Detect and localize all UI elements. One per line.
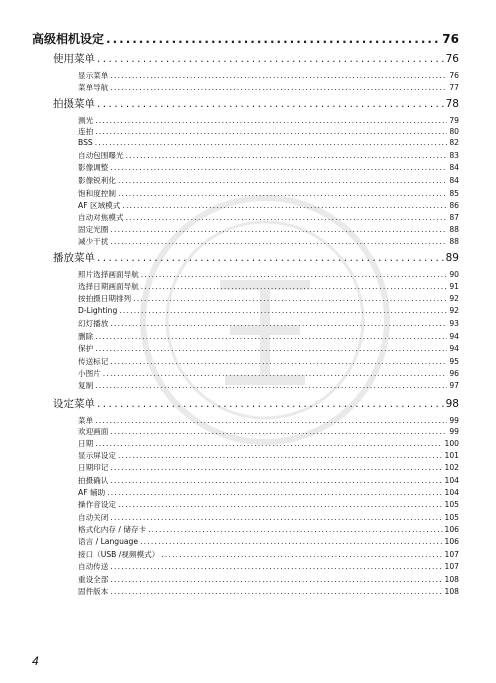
dot-leader bbox=[95, 138, 448, 147]
toc-page-number: 92 bbox=[449, 294, 459, 303]
page-number: 4 bbox=[32, 654, 39, 668]
toc-entry[interactable] bbox=[78, 126, 459, 137]
toc-entry[interactable] bbox=[78, 70, 459, 81]
toc-entry[interactable] bbox=[78, 462, 459, 473]
toc-label: 日期 bbox=[78, 439, 94, 448]
toc-entry[interactable] bbox=[78, 574, 459, 585]
toc-label: 重设全部 bbox=[78, 575, 109, 584]
toc-label: AF 辅助 bbox=[78, 488, 106, 497]
toc-label: 设定菜单 bbox=[53, 398, 95, 410]
toc-chapter[interactable] bbox=[32, 30, 459, 47]
toc-label: 复制 bbox=[78, 381, 94, 390]
dot-leader bbox=[161, 550, 442, 559]
dot-leader bbox=[148, 525, 442, 534]
toc-label: 按拍摄日期排列 bbox=[78, 294, 132, 303]
toc-entry[interactable] bbox=[78, 475, 459, 486]
toc-page-number: 87 bbox=[449, 213, 459, 222]
dot-leader bbox=[110, 587, 442, 596]
toc-label: 格式化内存 / 储存卡 bbox=[78, 525, 147, 534]
toc-page-number: 99 bbox=[449, 416, 459, 425]
toc-entry[interactable] bbox=[78, 82, 459, 93]
dot-leader bbox=[118, 451, 443, 460]
toc-page-number: 101 bbox=[444, 451, 459, 460]
toc-page-number: 76 bbox=[445, 53, 459, 65]
toc-label: 固件版本 bbox=[78, 587, 109, 596]
toc-page-number: 86 bbox=[449, 201, 459, 210]
toc-label: 操作音设定 bbox=[78, 500, 116, 509]
toc-page-number: 99 bbox=[449, 427, 459, 436]
toc-page-number: 108 bbox=[444, 575, 459, 584]
toc-label: 测光 bbox=[78, 116, 94, 125]
toc-label: 自动对焦模式 bbox=[78, 213, 124, 222]
dot-leader bbox=[95, 127, 447, 136]
toc-entry[interactable] bbox=[78, 499, 459, 510]
toc-label: 自动包围曝光 bbox=[78, 151, 124, 160]
toc-label: 高级相机设定 bbox=[32, 32, 105, 46]
toc-label: 饱和度控制 bbox=[78, 189, 116, 198]
toc-page-number: 90 bbox=[449, 270, 459, 279]
toc-label: 使用菜单 bbox=[53, 53, 95, 65]
toc-page-number: 97 bbox=[449, 381, 459, 390]
dot-leader bbox=[97, 98, 444, 110]
dot-leader bbox=[110, 513, 442, 522]
toc-page-number: 102 bbox=[444, 463, 459, 472]
toc-label: 菜单 bbox=[78, 416, 94, 425]
dot-leader bbox=[110, 71, 447, 80]
toc-entry[interactable] bbox=[78, 450, 459, 461]
toc-page-number: 84 bbox=[449, 176, 459, 185]
toc-label: 保护 bbox=[78, 344, 94, 353]
toc-page-number: 106 bbox=[444, 537, 459, 546]
dot-leader bbox=[110, 463, 442, 472]
toc-label: 语言 / Language bbox=[78, 537, 139, 546]
toc-page-number: 106 bbox=[444, 525, 459, 534]
toc-entry[interactable] bbox=[78, 162, 459, 173]
toc-entry[interactable] bbox=[78, 524, 459, 535]
toc-page-number: 100 bbox=[444, 439, 459, 448]
toc-label: 减少干扰 bbox=[78, 237, 109, 246]
toc-page-number: 84 bbox=[449, 163, 459, 172]
toc-page-number: 93 bbox=[449, 319, 459, 328]
toc-label: 拍摄确认 bbox=[78, 476, 109, 485]
toc-page-number: 76 bbox=[449, 71, 459, 80]
toc-page-number: 91 bbox=[449, 282, 459, 291]
download-watermark-logo bbox=[130, 190, 400, 450]
toc-label: 显示屏设定 bbox=[78, 451, 116, 460]
dot-leader bbox=[110, 562, 442, 571]
toc-label: 欢迎画面 bbox=[78, 427, 109, 436]
dot-leader bbox=[118, 176, 447, 185]
dot-leader bbox=[110, 83, 447, 92]
toc-label: 小图片 bbox=[78, 369, 101, 378]
toc-label: 日期印记 bbox=[78, 463, 109, 472]
toc-entry[interactable] bbox=[78, 138, 459, 147]
dot-leader bbox=[110, 476, 442, 485]
toc-label: 接口（USB /视频模式） bbox=[78, 550, 160, 559]
toc-page-number: 89 bbox=[445, 252, 459, 264]
toc-label: 幻灯播放 bbox=[78, 319, 109, 328]
dot-leader bbox=[106, 32, 440, 46]
toc-page-number: 88 bbox=[449, 237, 459, 246]
toc-page-number: 107 bbox=[444, 562, 459, 571]
toc-page-number: 79 bbox=[449, 116, 459, 125]
toc-label: 影像调整 bbox=[78, 163, 109, 172]
toc-page-number: 105 bbox=[444, 513, 459, 522]
dot-leader bbox=[126, 151, 448, 160]
toc-label: 删除 bbox=[78, 332, 94, 341]
toc-entry[interactable] bbox=[78, 150, 459, 161]
toc-label: D-Lighting bbox=[78, 306, 118, 315]
toc-page-number: 77 bbox=[449, 83, 459, 92]
toc-page-number: 82 bbox=[449, 138, 459, 147]
toc-label: BSS bbox=[78, 138, 93, 147]
toc-entry[interactable] bbox=[78, 175, 459, 186]
toc-entry[interactable] bbox=[78, 487, 459, 498]
toc-entry[interactable] bbox=[78, 549, 459, 560]
toc-page-number: 104 bbox=[444, 476, 459, 485]
toc-page-number: 105 bbox=[444, 500, 459, 509]
dot-leader bbox=[107, 488, 442, 497]
toc-label: 传送标记 bbox=[78, 357, 109, 366]
dot-leader bbox=[95, 116, 447, 125]
toc-page-number: 96 bbox=[449, 369, 459, 378]
toc-entry[interactable] bbox=[78, 536, 459, 547]
toc-label: AF 区域模式 bbox=[78, 201, 121, 210]
toc-label: 连拍 bbox=[78, 127, 94, 136]
toc-page-number: 83 bbox=[449, 151, 459, 160]
toc-label: 固定光圈 bbox=[78, 225, 109, 234]
toc-section[interactable] bbox=[53, 96, 459, 111]
toc-page-number: 94 bbox=[449, 332, 459, 341]
toc-page-number: 78 bbox=[445, 98, 459, 110]
toc-entry[interactable] bbox=[78, 115, 459, 126]
toc-label: 影像锐利化 bbox=[78, 176, 116, 185]
dot-leader bbox=[118, 500, 443, 509]
dot-leader bbox=[110, 163, 447, 172]
toc-page-number: 94 bbox=[449, 344, 459, 353]
toc-label: 照片选择画面导航 bbox=[78, 270, 139, 279]
toc-page-number: 95 bbox=[449, 357, 459, 366]
toc-page-number: 107 bbox=[444, 550, 459, 559]
toc-label: 自动关闭 bbox=[78, 513, 109, 522]
toc-label: 拍摄菜单 bbox=[53, 98, 95, 110]
toc-entry[interactable] bbox=[78, 561, 459, 572]
toc-section[interactable] bbox=[53, 51, 459, 66]
toc-label: 自动传送 bbox=[78, 562, 109, 571]
toc-page-number: 76 bbox=[442, 32, 459, 46]
toc-label: 播放菜单 bbox=[53, 252, 95, 264]
toc-entry[interactable] bbox=[78, 512, 459, 523]
toc-page-number: 104 bbox=[444, 488, 459, 497]
toc-label: 显示菜单 bbox=[78, 71, 109, 80]
toc-label: 选择日期画面导航 bbox=[78, 282, 139, 291]
toc-page-number: 108 bbox=[444, 587, 459, 596]
toc-entry[interactable] bbox=[78, 586, 459, 597]
toc-page-number: 80 bbox=[449, 127, 459, 136]
dot-leader bbox=[140, 537, 442, 546]
toc-page-number: 88 bbox=[449, 225, 459, 234]
toc-page-number: 98 bbox=[445, 398, 459, 410]
toc-label: 菜单导航 bbox=[78, 83, 109, 92]
toc-page-number: 92 bbox=[449, 306, 459, 315]
toc-page-number: 85 bbox=[449, 189, 459, 198]
dot-leader bbox=[97, 53, 444, 65]
dot-leader bbox=[110, 575, 442, 584]
